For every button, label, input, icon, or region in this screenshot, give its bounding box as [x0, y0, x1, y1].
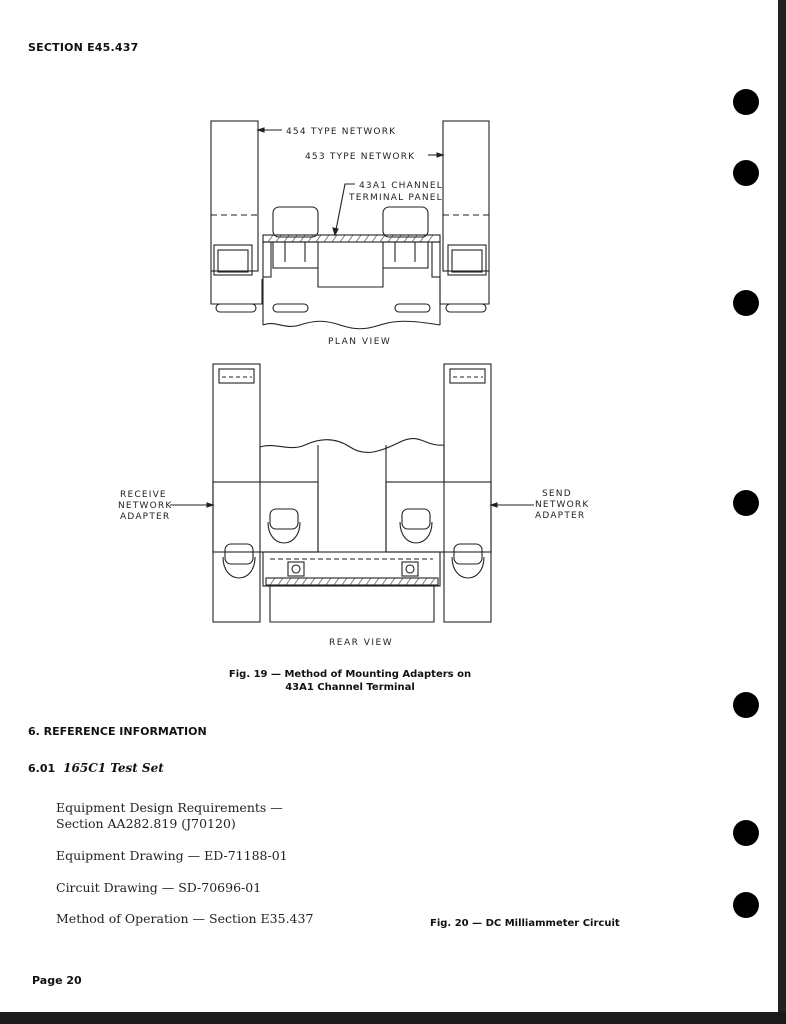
label-channel-line2: TERMINAL PANEL — [349, 193, 443, 203]
binder-hole — [733, 89, 759, 115]
label-453-type-network: 453 TYPE NETWORK — [305, 152, 416, 162]
binder-hole — [733, 290, 759, 316]
figure-19-caption-line2: 43A1 Channel Terminal — [285, 682, 415, 693]
figure-19-caption — [200, 668, 500, 694]
binder-hole — [733, 490, 759, 516]
binder-hole — [733, 160, 759, 186]
label-receive-2: NETWORK — [118, 501, 173, 511]
reference-item — [56, 800, 283, 832]
reference-line: Equipment Design Requirements — — [56, 800, 283, 815]
binder-hole — [733, 892, 759, 918]
subsection-number: 6.01 — [28, 762, 56, 775]
scan-edge-right — [778, 0, 786, 1024]
figure-19-caption-line1: Fig. 19 — Method of Mounting Adapters on — [228, 669, 472, 680]
reference-line: Section AA282.819 (J70120) — [56, 816, 236, 831]
reference-line: Equipment Drawing — ED-71188-01 — [56, 848, 288, 863]
label-send-1: SEND — [542, 489, 572, 499]
reference-line: Circuit Drawing — SD-70696-01 — [56, 880, 262, 895]
rear-view — [170, 364, 534, 622]
page-number: Page 20 — [32, 974, 82, 987]
subsection-6-01 — [28, 761, 164, 775]
label-send-2: NETWORK — [535, 500, 590, 510]
reference-item — [56, 911, 313, 927]
subsection-title: 165C1 Test Set — [63, 761, 164, 775]
reference-item — [56, 880, 261, 896]
label-454-type-network: 454 TYPE NETWORK — [286, 127, 397, 137]
binder-hole — [733, 820, 759, 846]
section-6-heading: 6. REFERENCE INFORMATION — [28, 725, 207, 738]
label-channel-line1: 43A1 CHANNEL — [359, 181, 443, 191]
label-receive-3: ADAPTER — [120, 512, 171, 522]
label-receive-1: RECEIVE — [120, 490, 167, 500]
binder-hole — [733, 692, 759, 718]
label-send-3: ADAPTER — [535, 511, 586, 521]
label-rear-view: REAR VIEW — [329, 638, 394, 648]
section-header: SECTION E45.437 — [28, 41, 139, 54]
scan-edge-bottom — [0, 1012, 786, 1024]
reference-item — [56, 848, 288, 864]
label-plan-view: PLAN VIEW — [328, 337, 392, 347]
reference-line: Method of Operation — Section E35.437 — [56, 911, 314, 926]
figure-20-caption: Fig. 20 — DC Milliammeter Circuit — [430, 918, 620, 929]
figure-19-drawing — [110, 112, 600, 657]
